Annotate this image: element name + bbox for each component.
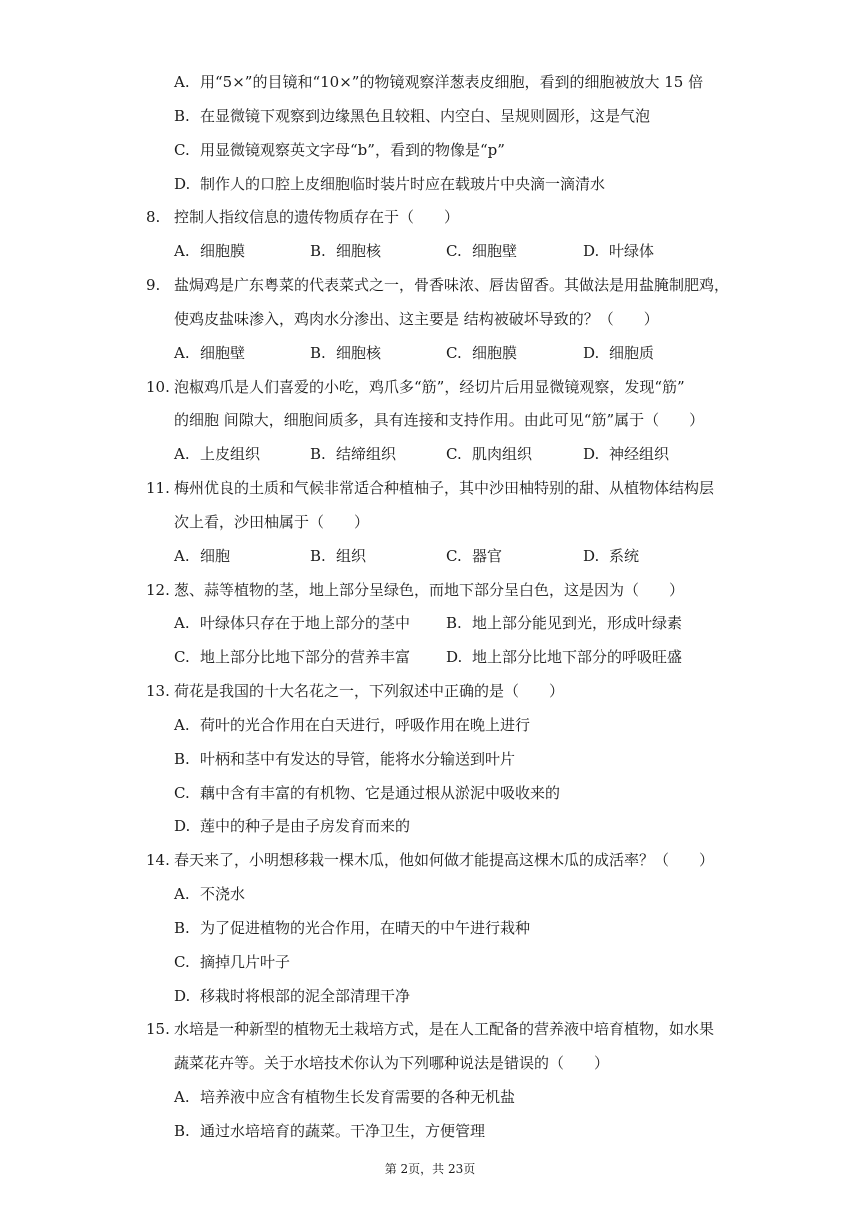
q12-option-d: D. 地上部分比地下部分的呼吸旺盛 — [446, 648, 683, 666]
question-number: 10. — [146, 378, 170, 396]
q8-option-b: B. 细胞核 — [310, 242, 382, 260]
q8-option-d: D. 叶绿体 — [583, 242, 655, 260]
option-letter: C. — [174, 141, 190, 159]
q12-option-a: A. 叶绿体只存在于地上部分的茎中 — [174, 614, 411, 632]
q7-option-c — [174, 140, 505, 160]
question-number: 13. — [146, 682, 170, 700]
q11-option-c: C. 器官 — [446, 547, 503, 565]
q14-option-d: D. 移栽时将根部的泥全部清理干净 — [174, 987, 411, 1005]
page-footer: 第 2页，共 23页 — [384, 1162, 476, 1176]
q10-option-c: C. 肌肉组织 — [446, 445, 533, 463]
q10-option-d: D. 神经组织 — [583, 445, 670, 463]
q10-option-a: A. 上皮组织 — [174, 445, 261, 463]
q12-option-b: B. 地上部分能见到光，形成叶绿素 — [446, 614, 683, 632]
question-number: 9. — [146, 276, 161, 294]
q9-option-b: B. 细胞核 — [310, 344, 382, 362]
question-stem: 春天来了，小明想移栽一棵木瓜，他如何做才能提高这棵木瓜的成活率？（ ） — [174, 851, 715, 869]
option-text: 制作人的口腔上皮细胞临时装片时应在载玻片中央滴一滴清水 — [200, 175, 606, 193]
q7-option-b — [174, 106, 650, 126]
question-stem: 蔬菜花卉等。关于水培技术你认为下列哪种说法是错误的（ ） — [174, 1054, 610, 1072]
question-number: 14. — [146, 851, 170, 869]
question-stem: 葱、蒜等植物的茎，地上部分呈绿色，而地下部分呈白色，这是因为（ ） — [174, 581, 685, 599]
question-stem: 的细胞 间隙大，细胞间质多，具有连接和支持作用。由此可见“筋”属于（ ） — [174, 411, 705, 429]
question-stem: 使鸡皮盐味渗入，鸡肉水分渗出、这主要是 结构被破坏导致的？（ ） — [174, 310, 659, 328]
q13-option-b: B. 叶柄和茎中有发达的导管，能将水分输送到叶片 — [174, 750, 516, 768]
option-letter: D. — [174, 175, 191, 193]
question-number: 11. — [146, 479, 170, 497]
q11-option-d: D. 系统 — [583, 547, 640, 565]
q7-option-a — [174, 72, 703, 92]
option-text: 用“5×”的目镜和“10×”的物镜观察洋葱表皮细胞，看到的细胞被放大 15 倍 — [200, 73, 704, 91]
question-stem: 梅州优良的土质和气候非常适合种植柚子，其中沙田柚特别的甜、从植物体结构层 — [174, 479, 715, 497]
question-stem: 盐焗鸡是广东粤菜的代表菜式之一，骨香味浓、唇齿留香。其做法是用盐腌制肥鸡， — [174, 276, 730, 294]
q13-option-a: A. 荷叶的光合作用在白天进行，呼吸作用在晚上进行 — [174, 716, 531, 734]
q15-option-b: B. 通过水培培育的蔬菜。干净卫生，方便管理 — [174, 1122, 486, 1140]
question-stem: 水培是一种新型的植物无土栽培方式，是在人工配备的营养液中培育植物，如水果 — [174, 1020, 715, 1038]
q8-option-c: C. 细胞壁 — [446, 242, 518, 260]
question-number: 15. — [146, 1020, 170, 1038]
q13-option-d: D. 莲中的种子是由子房发育而来的 — [174, 817, 411, 835]
q10-option-b: B. 结缔组织 — [310, 445, 397, 463]
option-text: 在显微镜下观察到边缘黑色且较粗、内空白、呈规则圆形，这是气泡 — [200, 107, 651, 125]
q13-option-c: C. 藕中含有丰富的有机物、它是通过根从淤泥中吸收来的 — [174, 784, 561, 802]
q8-option-a: A. 细胞膜 — [174, 242, 246, 260]
q7-option-d — [174, 174, 605, 194]
question-number: 12. — [146, 581, 170, 599]
question-number: 8. — [146, 208, 161, 226]
question-stem: 泡椒鸡爪是人们喜爱的小吃，鸡爪多“筋”，经切片后用显微镜观察，发现“筋” — [174, 378, 685, 396]
option-letter: A. — [174, 73, 190, 91]
question-stem: 控制人指纹信息的遗传物质存在于（ ） — [174, 208, 460, 226]
q9-option-d: D. 细胞质 — [583, 344, 655, 362]
q12-option-c: C. 地上部分比地下部分的营养丰富 — [174, 648, 411, 666]
q9-option-c: C. 细胞膜 — [446, 344, 518, 362]
q11-option-a: A. 细胞 — [174, 547, 231, 565]
option-letter: B. — [174, 107, 190, 125]
q14-option-b: B. 为了促进植物的光合作用，在晴天的中午进行栽种 — [174, 919, 531, 937]
q11-option-b: B. 组织 — [310, 547, 367, 565]
question-stem: 次上看，沙田柚属于（ ） — [174, 513, 370, 531]
question-stem: 荷花是我国的十大名花之一，下列叙述中正确的是（ ） — [174, 682, 565, 700]
q15-option-a: A. 培养液中应含有植物生长发育需要的各种无机盐 — [174, 1088, 516, 1106]
q14-option-c: C. 摘掉几片叶子 — [174, 953, 291, 971]
q14-option-a: A. 不浇水 — [174, 885, 246, 903]
q9-option-a: A. 细胞壁 — [174, 344, 246, 362]
option-text: 用显微镜观察英文字母“b”，看到的物像是“p” — [200, 141, 505, 159]
